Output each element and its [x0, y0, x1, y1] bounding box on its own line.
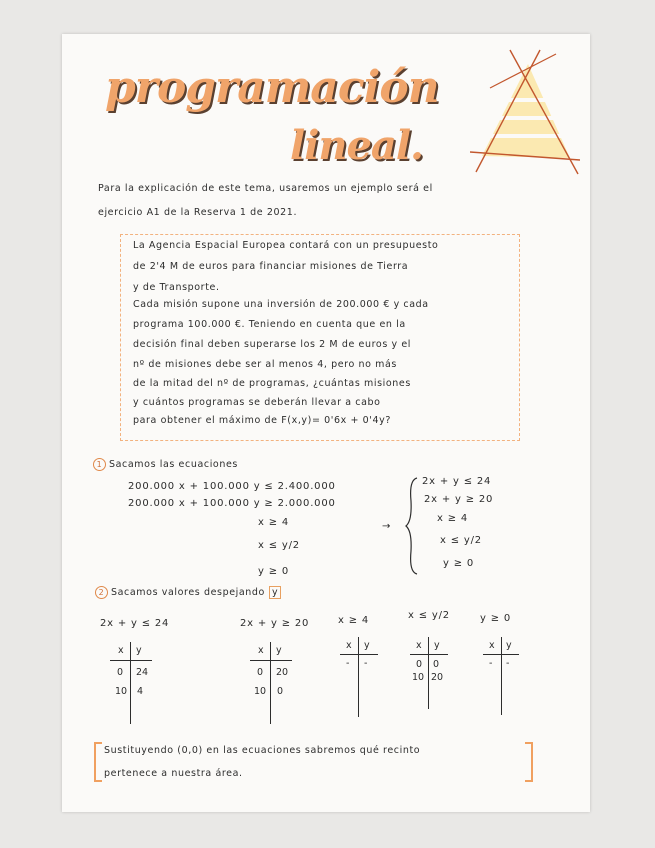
table5-cell: - — [489, 658, 493, 669]
equation-4: x ≤ y/2 — [258, 540, 300, 551]
bracket-left-icon — [94, 742, 102, 782]
table1-cell: 0 — [117, 667, 124, 678]
table5-header-x: x — [489, 640, 495, 651]
curly-brace-icon — [405, 476, 419, 576]
step2-heading — [95, 586, 281, 599]
variable-box: y — [269, 586, 281, 599]
table4-cell: 20 — [431, 672, 444, 683]
title-lineal: lineal. — [290, 122, 423, 169]
equation-2: 200.000 x + 100.000 y ≥ 2.000.000 — [128, 498, 336, 509]
table4-header-y: y — [434, 640, 440, 651]
table2-cell: 0 — [257, 667, 264, 678]
table2-header-x: x — [258, 645, 264, 656]
problem-line: de 2'4 M de euros para financiar misiones de Tierra — [133, 261, 409, 272]
table3-cell: - — [364, 658, 368, 669]
table1-cell: 4 — [137, 686, 144, 697]
step1-number: 1 — [93, 458, 106, 471]
table3-header-x: x — [346, 640, 352, 651]
simplified-1: 2x + y ≤ 24 — [422, 476, 492, 487]
conclusion-line-1: Sustituyendo (0,0) en las ecuaciones sabremos qué recinto — [104, 745, 421, 756]
triangle-doodle-icon — [470, 48, 580, 178]
table5-label: y ≥ 0 — [480, 613, 512, 624]
problem-line: para obtener el máximo de F(x,y)= 0'6x + 0'4y? — [133, 415, 392, 426]
table5-header-y: y — [506, 640, 512, 651]
table4-header-x: x — [416, 640, 422, 651]
step1-heading — [93, 458, 238, 471]
table3-label: x ≥ 4 — [338, 615, 370, 626]
table4-cell: 0 — [416, 659, 423, 670]
problem-line: Cada misión supone una inversión de 200.000 € y cada — [133, 299, 429, 310]
problem-line: nº de misiones debe ser al menos 4, pero no más — [133, 359, 397, 370]
problem-line: La Agencia Espacial Europea contará con un presupuesto — [133, 240, 439, 251]
equation-5: y ≥ 0 — [258, 566, 290, 577]
title-programacion: programación — [105, 62, 439, 113]
table1-header-y: y — [136, 645, 142, 656]
equation-1: 200.000 x + 100.000 y ≤ 2.400.000 — [128, 481, 336, 492]
table2-cell: 20 — [276, 667, 289, 678]
table2-label: 2x + y ≥ 20 — [240, 618, 310, 629]
table2-cell: 0 — [277, 686, 284, 697]
simplified-3: x ≥ 4 — [437, 513, 469, 524]
arrow-icon: → — [382, 521, 392, 532]
equation-3: x ≥ 4 — [258, 517, 290, 528]
table1-label: 2x + y ≤ 24 — [100, 618, 170, 629]
table4-cell: 10 — [412, 672, 425, 683]
table2-header-y: y — [276, 645, 282, 656]
intro-line-1: Para la explicación de este tema, usaremos un ejemplo será el — [98, 183, 433, 194]
step2-title: Sacamos valores despejando — [111, 587, 265, 598]
conclusion-line-2: pertenece a nuestra área. — [104, 768, 243, 779]
intro-line-2: ejercicio A1 de la Reserva 1 de 2021. — [98, 207, 298, 218]
table2-cell: 10 — [254, 686, 267, 697]
table4-cell: 0 — [433, 659, 440, 670]
table1-cell: 10 — [115, 686, 128, 697]
table3-cell: - — [346, 658, 350, 669]
table3-header-y: y — [364, 640, 370, 651]
problem-line: y de Transporte. — [133, 282, 220, 293]
simplified-5: y ≥ 0 — [443, 558, 475, 569]
simplified-2: 2x + y ≥ 20 — [424, 494, 494, 505]
simplified-4: x ≤ y/2 — [440, 535, 482, 546]
problem-line: decisión final deben superarse los 2 M de euros y el — [133, 339, 412, 350]
problem-line: programa 100.000 €. Teniendo en cuenta que en la — [133, 319, 406, 330]
table4-label: x ≤ y/2 — [408, 610, 450, 621]
step1-title: Sacamos las ecuaciones — [109, 459, 238, 470]
table1-header-x: x — [118, 645, 124, 656]
problem-line: y cuántos programas se deberán llevar a cabo — [133, 397, 381, 408]
problem-line: de la mitad del nº de programas, ¿cuántas misiones — [133, 378, 411, 389]
table5-cell: - — [506, 658, 510, 669]
bracket-right-icon — [525, 742, 533, 782]
table1-cell: 24 — [136, 667, 149, 678]
step2-number: 2 — [95, 586, 108, 599]
